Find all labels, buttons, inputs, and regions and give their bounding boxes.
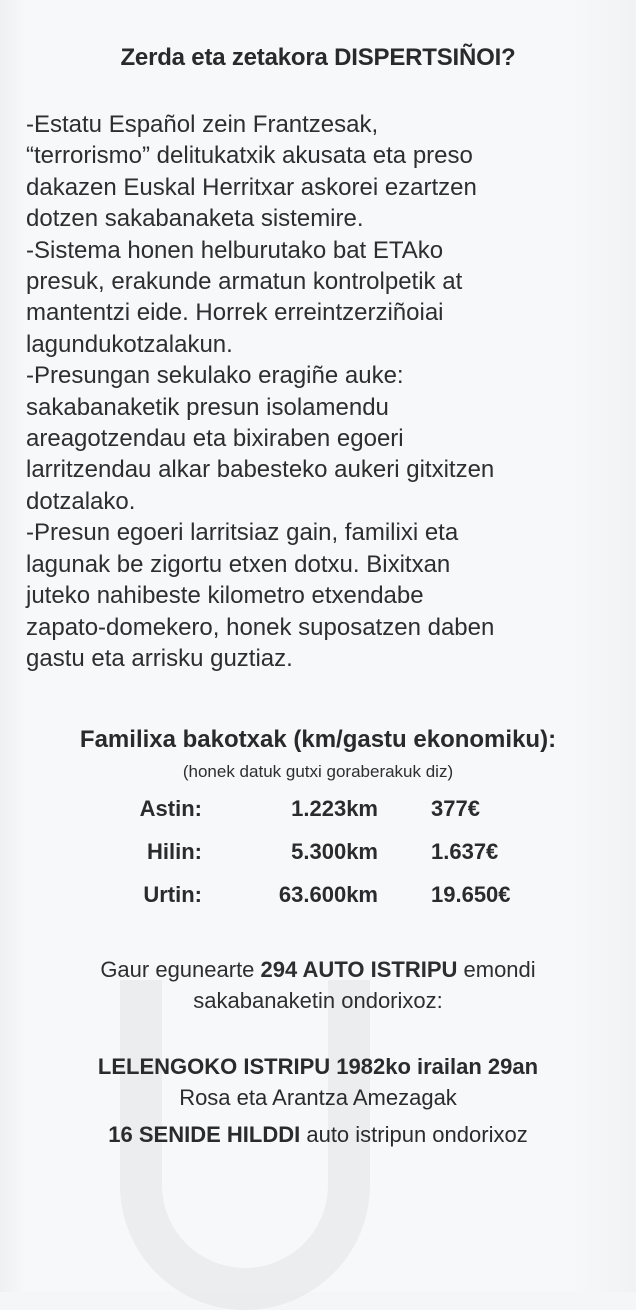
accidents-suffix: emondi [457,957,536,982]
body-line: dotzen sakabanaketa sistemire. [26,205,364,233]
period-label: Astin: [139,796,202,821]
family-costs-title: Familixa bakotxak (km/gastu ekonomiku): [79,726,557,753]
cost-value: 19.650€ [431,882,511,907]
deaths-suffix: auto istripun ondorixoz [300,1122,528,1147]
cost-row-weekly [0,796,636,839]
body-line: sakabanaketik presun isolamendu [26,393,389,421]
first-accident-headline: LELENGOKO ISTRIPU 1982ko irailan 29an [97,1054,539,1079]
body-line: -Presungan sekulako eragiñe auke: [26,362,404,390]
first-accident-victims: Rosa eta Arantza Amezagak [179,1085,457,1110]
accidents-line-1 [0,954,636,985]
body-line: mantentzi eide. Horrek erreintzerziñoiai [26,299,444,327]
body-line: areagotzendau eta bixiraben egoeri [26,425,404,453]
body-line: gastu eta arrisku guztiaz. [26,644,293,672]
deaths-summary [0,1122,636,1148]
body-line: -Estatu Español zein Frantzesak, [26,111,379,138]
body-line: presuk, erakunde armatun kontrolpetik at [26,268,463,296]
body-line: -Sistema honen helburutako bat ETAko [26,236,444,264]
body-line: lagunak be zigortu etxen dotxu. Bixitxan [26,550,451,578]
distance-value: 1.223km [291,796,378,821]
body-line: dakazen Euskal Herritxar askorei ezartzen [26,173,477,201]
accidents-summary [0,954,636,1016]
cost-row-monthly [0,839,636,882]
body-line: zapato-domekero, honek suposatzen daben [26,613,495,641]
body-line: dotzalako. [26,487,136,515]
body-line: larritzendau alkar babesteko aukeri gitxitzen [26,456,495,484]
distance-value: 63.600km [278,882,378,907]
distance-value: 5.300km [291,839,378,864]
cost-value: 1.637€ [431,839,499,864]
cost-value: 377€ [431,796,480,821]
body-line: lagundukotzalakun. [26,330,233,358]
family-costs-table [0,796,636,925]
leaflet-title: Zerda eta zetakora DISPERTSIÑOI? [120,44,516,71]
family-costs-subtitle: (honek datuk gutxi goraberakuk diz) [182,762,454,781]
period-label: Hilin: [147,839,202,864]
accidents-line-2: sakabanaketin ondorixoz: [193,988,443,1013]
body-line: juteko nahibeste kilometro etxendabe [26,582,424,610]
accidents-prefix: Gaur egunearte [100,957,261,982]
body-line: “terrorismo” delitukatxik akusata eta preso [26,142,473,170]
cost-row-yearly [0,882,636,925]
deaths-count: 16 SENIDE HILDDI [108,1122,301,1147]
accidents-count: 294 AUTO ISTRIPU [260,957,458,982]
period-label: Urtin: [143,882,202,907]
body-line: -Presun egoeri larritsiaz gain, familixi eta [26,519,459,547]
body-paragraphs [26,109,606,674]
first-accident-block [0,1051,636,1113]
